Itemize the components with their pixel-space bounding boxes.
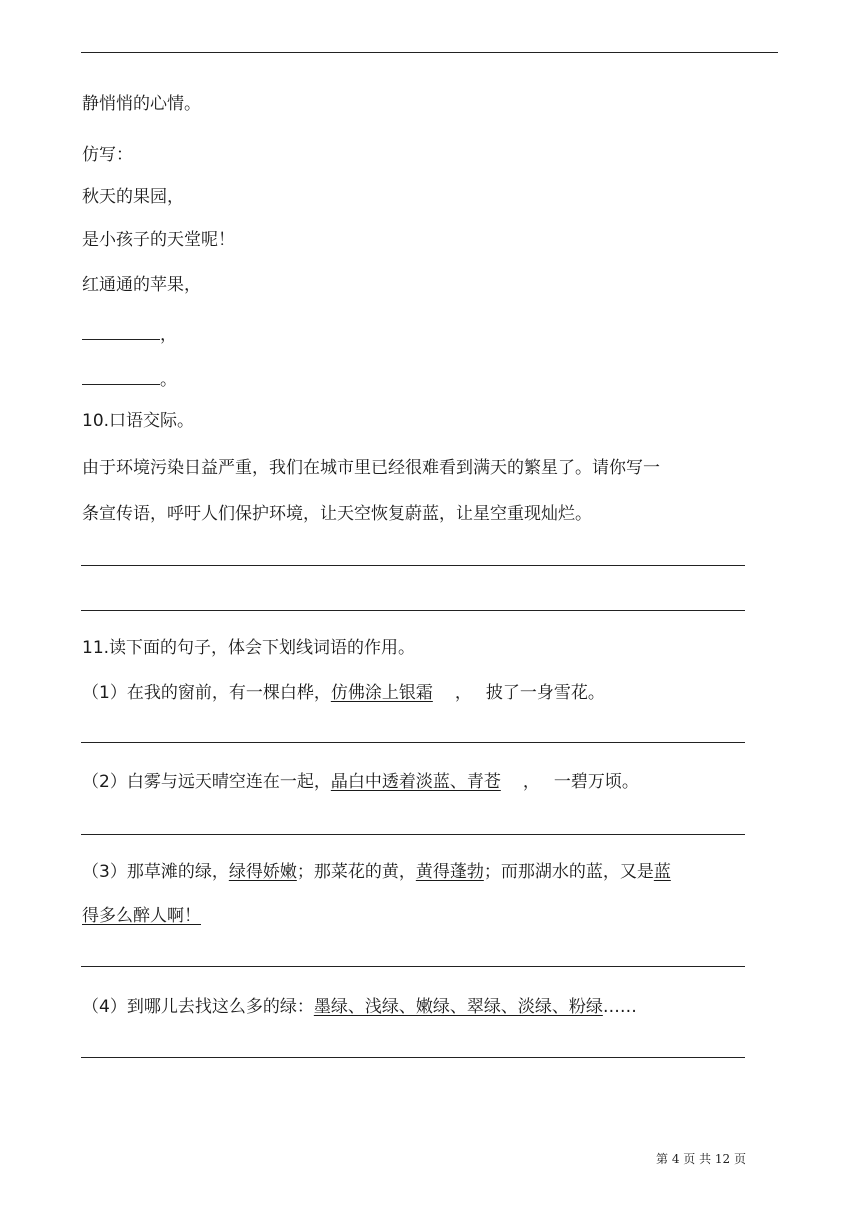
underlined-phrase: 晶白中透着淡蓝、青苍 xyxy=(330,772,501,792)
sentence-4: （4）到哪儿去找这么多的绿：墨绿、浅绿、嫩绿、翠绿、淡绿、粉绿…… xyxy=(82,997,637,1017)
text-line: 静悄悄的心情。 xyxy=(82,94,201,114)
text-line: 仿写： xyxy=(82,145,133,165)
underlined-phrase: 仿佛涂上银霜 xyxy=(330,683,433,703)
underlined-phrase: 黄得蓬勃 xyxy=(415,862,484,882)
sentence-1: （1）在我的窗前，有一棵白桦，仿佛涂上银霜 ， 披了一身雪花。 xyxy=(82,683,605,703)
question-title: 11.读下面的句子，体会下划线词语的作用。 xyxy=(82,638,416,658)
answer-line[interactable] xyxy=(81,565,745,566)
underlined-phrase: 墨绿、浅绿、嫩绿、翠绿、淡绿、粉绿 xyxy=(313,997,603,1017)
underlined-phrase: 得多么醉人啊！ xyxy=(82,906,201,926)
text-line: 红通通的苹果， xyxy=(82,275,201,295)
paragraph-line: 由于环境污染日益严重，我们在城市里已经很难看到满天的繁星了。请你写一 xyxy=(82,458,660,478)
fill-blank-line: 。 xyxy=(82,366,177,392)
sentence-3: （3）那草滩的绿，绿得娇嫩；那菜花的黄，黄得蓬勃；而那湖水的蓝，又是蓝 xyxy=(82,862,671,882)
answer-blank[interactable] xyxy=(82,321,160,340)
text-line: 是小孩子的天堂呢！ xyxy=(82,230,235,250)
answer-blank[interactable] xyxy=(82,366,160,385)
fill-blank-line: ， xyxy=(82,321,177,347)
answer-line[interactable] xyxy=(81,1057,745,1058)
underlined-phrase: 绿得娇嫩 xyxy=(228,862,297,882)
header-rule xyxy=(81,52,778,53)
answer-line[interactable] xyxy=(81,610,745,611)
sentence-2: （2）白雾与远天晴空连在一起，晶白中透着淡蓝、青苍 ， 一碧万顷。 xyxy=(82,772,639,792)
question-title: 10.口语交际。 xyxy=(82,411,195,431)
answer-line[interactable] xyxy=(81,742,745,743)
answer-line[interactable] xyxy=(81,834,745,835)
page-number: 第 4 页 共 12 页 xyxy=(656,1152,746,1166)
paragraph-line: 条宣传语，呼吁人们保护环境，让天空恢复蔚蓝，让星空重现灿烂。 xyxy=(82,504,592,524)
text-line: 秋天的果园， xyxy=(82,187,184,207)
answer-line[interactable] xyxy=(81,966,745,967)
underlined-phrase: 蓝 xyxy=(653,862,671,882)
sentence-3-cont xyxy=(82,904,201,928)
